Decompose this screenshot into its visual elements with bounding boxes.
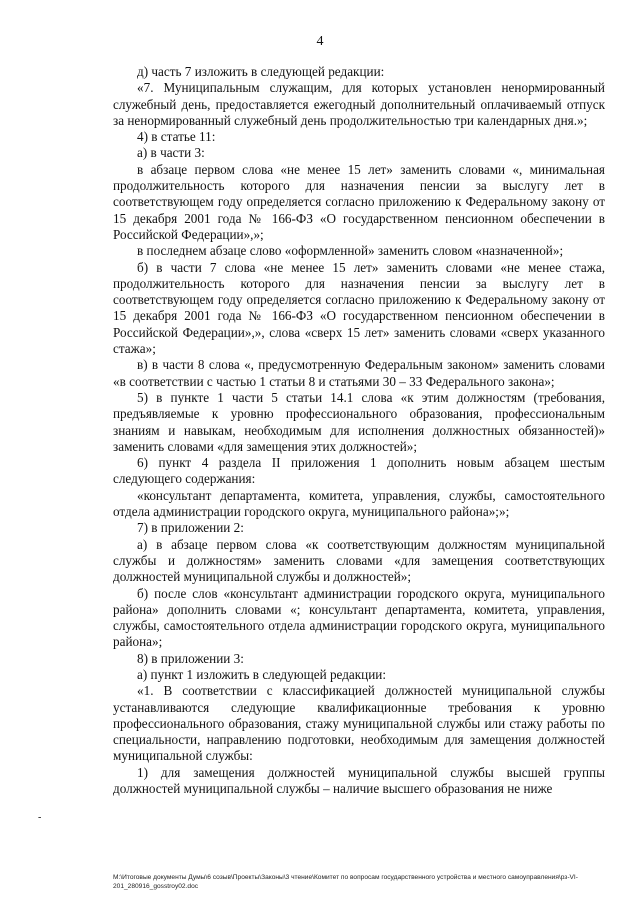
paragraph: 5) в пункте 1 части 5 статьи 14.1 слова «к этим должностям (требования, предъявляемые к уровню профессионального образования, профессиональным знаниям и навыкам, необходимым для исполнения должностных обязанностей)» заменить словами «для замещения этих должностей»; [113, 389, 605, 454]
paragraph: «1. В соответствии с классификацией должностей муниципальной службы устанавливаются следующие квалификационные требования к уровню профессионального образования, стажу муниципальной службы или стажу работы по специальности, направлению подготовки, необходимым для замещения должностей муниципальной службы: [113, 683, 605, 764]
paragraph: в) в части 8 слова «, предусмотренную Федеральным законом» заменить словами «в соответствии с частью 1 статьи 8 и статьями 30 – 33 Федерального закона»; [113, 357, 605, 389]
page-number: 4 [316, 34, 324, 49]
paragraph: б) в части 7 слова «не менее 15 лет» заменить словами «не менее стажа, продолжительность которого для назначения пенсии за выслугу лет в соответствующем году определяется согласно приложению к Федеральному закону от 15 декабря 2001 года № 166-ФЗ «О государственном пенсионном обеспечении в Российской Федерации»,», слова «сверх 15 лет» заменить словами «сверх указанного стажа»; [113, 259, 605, 357]
paragraph: а) пункт 1 изложить в следующей редакции: [137, 666, 387, 682]
paragraph: «консультант департамента, комитета, управления, службы, самостоятельного отдела администрации городского округа, муниципального района»;»; [113, 487, 605, 520]
paragraph: 1) для замещения должностей муниципальной службы высшей группы должностей муниципальной службы – наличие высшего образования не ниже [113, 764, 605, 797]
margin-mark: - [38, 812, 42, 823]
paragraph: 6) пункт 4 раздела II приложения 1 дополнить новым абзацем шестым следующего содержания: [113, 455, 605, 487]
footer-file-path: M:\Итоговые документы Думы\6 созыв\Проекты\Законы\3 чтение\Комитет по вопросам государственного устройства и местного самоуправления\рз-VI- 201_280916_gosstroy02.doc [113, 874, 578, 890]
paragraph: «7. Муниципальным служащим, для которых установлен ненормированный служебный день, предоставляется ежегодный дополнительный оплачиваемый отпуск за ненормированный служебный день продолжительностью три календарных дня.»; [113, 80, 605, 128]
paragraph: 8) в приложении 3: [137, 650, 244, 666]
paragraph: д) часть 7 изложить в следующей редакции: [137, 64, 385, 79]
paragraph: 7) в приложении 2: [137, 520, 244, 536]
paragraph: 4) в статье 11: [137, 129, 216, 145]
paragraph: а) в абзаце первом слова «к соответствующим должностям муниципальной службы и должностям» заменить словами «для замещения соответствующих должностей муниципальной службы и должностей»; [113, 536, 605, 585]
paragraph: а) в части 3: [137, 145, 205, 161]
document-body [113, 64, 605, 797]
paragraph: в последнем абзаце слово «оформленной» заменить словом «назначенной»; [137, 243, 564, 259]
paragraph: в абзаце первом слова «не менее 15 лет» заменить словами «, минимальная продолжительность которого для назначения пенсии за выслугу лет в соответствующем году определяется согласно приложению к Федеральному закону от 15 декабря 2001 года № 166-ФЗ «О государственном пенсионном обеспечении в Российской Федерации»,»; [113, 161, 605, 242]
paragraph: б) после слов «консультант администрации городского округа, муниципального района» дополнить словами «; консультант департамента, комитета, управления, службы, самостоятельного отдела администрации городского округа, муниципального района»; [113, 585, 605, 650]
